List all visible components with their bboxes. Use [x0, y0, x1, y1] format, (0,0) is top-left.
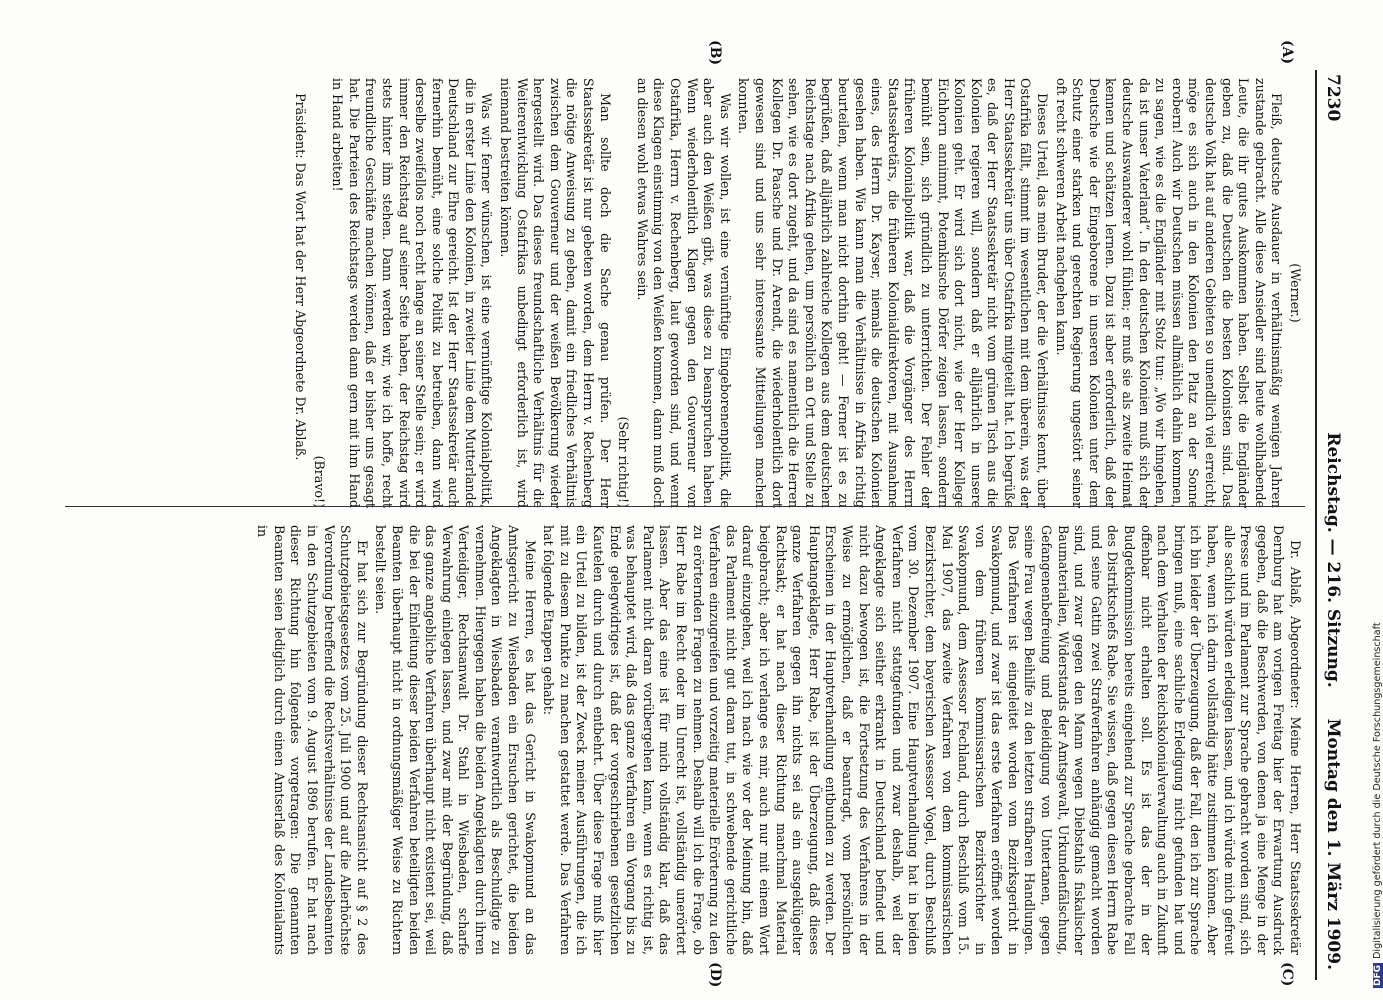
margin-mark-c: (C) [1279, 962, 1295, 987]
margin-mark-b: (B) [707, 40, 723, 66]
paragraph: Man sollte doch die Sache genau prüfen. Der Herr Staatssekretär ist nur gebeten worden, dem Herrn v. Rechenberg die nötige Anweisung zu geben, damit ein friedliches Verhältnis zwischen dem Gouverneur und der weißen Bevölkerung wieder hergestellt wird. Das dieses freundschaftliche Verhältnis für die Weiterentwicklung Ostafrikas unbedingt erforderlich ist, wird niemand bestreiten können. [498, 78, 613, 508]
paragraph: Dr. Ablaß, Abgeordneter: Meine Herren, Herr Staatssekretär Dernburg hat am vorigen Freitag hier der Erwartung Ausdruck gegeben, daß die Beschwerden, von denen ja eine Menge in der Presse und im Parlament zur Sprache gebracht worden sind, sich alle sachlich würden erledigen lassen, und ich würde mich gefreut haben, wenn ich darin vollständig hätte zustimmen können. Aber ich bin leider der Überzeugung, daß der Fall, den ich zur Sprache bringen muß, eine sachliche Erledigung nicht gefunden hat und nach dem Verhalten der Reichskolonialverwaltung auch in Zukunft offenbar nicht erhalten soll. Es ist das der in der Budgetkommission bereits eingehend zur Sprache gebrachte Fall des Distriktschefs Rabe. Sie wissen, daß gegen diesen Herrn Rabe und seine Gattin zwei Strafverfahren anhängig gemacht worden sind, und zwar gegen den Mann wegen Diebstahls fiskalischer Baumaterialien, Widerstands der Amtsgewalt, Urkundenfälschung, Gefangenenbefreiung und Beleidigung von Untertanen, gegen seine Frau wegen Beihilfe zu den letzten strafbaren Handlungen. Das Verfahren ist eingeleitet worden vom Bezirksgericht in Swakopmund, und zwar ist das erste Verfahren eröffnet worden von dem früheren kommissarischen Bezirksrichter in Swakopmund, dem Assessor Fechland, durch Beschluß vom 15. Mai 1907, das zweite Verfahren von dem kommissarischen Bezirksrichter, dem bayerischen Assessor Vogel, durch Beschluß vom 30. Dezember 1907. Eine Hauptverhandlung hat in beiden Verfahren nicht stattgefunden und zwar deshalb, weil der Angeklagte sich seither erkrankt in Deutschland befindet und nicht dazu bewogen ist, die Fortsetzung des Verfahrens in der Weise zu ermöglichen, daß er beantragt, vom persönlichen Erscheinen in der Hauptverhandlung entbunden zu werden. Der Hauptangeklagte, Herr Rabe, ist der Überzeugung, daß dieses ganze Verfahren gegen ihn nichts sei als ein ausgeklügelter Rachtsakt; er hat nach dieser Richtung manchmal Material beigebracht; aber ich verlange es mir, auch nur mit einem Wort darauf einzugehen, weil ich nach wie vor der Meinung bin, daß das Parlament nicht gut daran tut, in schwebende gerichtliche Verfahren einzugreifen und vorzeitig materielle Erörterung zu den zu erörternden Fragen zu nehmen. Deshalb will ich die Frage, ob Herr Rabe im Recht oder im Unrecht ist, vollständig unerörtert lassen. Aber das eine ist für mich vollständig klar, daß das Parlament nicht daran vorübergehen kann, wenn es richtig ist, was behauptet wird, daß das ganze Verfahren ein Vorgang bis zu Ende gelegwidriges ist, daß der vorgeschriebenen gesetzlichen Kautelen durch und durch entbehrt. Über diese Frage muß hier ein Urteil zu bilden, ist der Zweck meiner Ausführungen, die ich mit zu diesem Punkte zu machen gestattet werde. Das Verfahren hat folgende Etappen gehabt: [541, 525, 1303, 955]
header-rule [1315, 70, 1317, 980]
left-column [73, 78, 1303, 508]
page-title: Reichstag. — 216. Sitzung. [1323, 432, 1343, 688]
right-column [73, 525, 1303, 955]
credit-text: Digitalisierung gefördert durch die Deutsche Forschungsgemeinschaft [1372, 622, 1383, 959]
speaker-tag: (Werner.) [1288, 263, 1303, 323]
page-header [1309, 0, 1347, 1000]
column-divider [65, 506, 1305, 507]
digitization-credit [1368, 0, 1383, 1000]
paragraph: Er hat sich zur Begründung dieser Rechtsansicht auf § 2 des Schutzgebietsgesetzes vom 25. Juli 1900 und auf die Allerhöchste Verordnung betreffend die Rechtsverhältnisse der Landesbeamten in den Schutzgebieten vom 9. August 1896 berufen. Er hat nach dieser Richtung hin folgendes vorgetragen: Die genannten Beamten seien lediglich durch einen Amtserlaß des Kolonialamts in [255, 525, 370, 955]
margin-mark-a: (A) [1279, 40, 1295, 65]
paragraph: Dieses Urteil, das mein Bruder, der die Verhältnisse kennt, über Ostafrika fällt, stimmt im wesentlichen mit dem überein, was der Herr Staatssekretär uns über Ostafrika mitgeteilt hat. Ich begrüße es, daß der Herr Staatssekretär nicht vom grünen Tisch aus die Kolonien regieren will, sondern daß er alljährlich in unsere Kolonien geht. Er wird sich dort nicht, wie der Herr Kollege Eichhorn annimmt, Potemkinsche Dörfer zeigen lassen, sondern bemüht sein, sich gründlich zu unterrichten. Der Fehler der früheren Kolonialpolitik war, daß die Vorgänger des Herrn Staatssekretärs, die früheren Kolonialdirektoren, mit Ausnahme eines, des Herrn Dr. Kayser, niemals die deutschen Kolonien gesehen haben. Wie kann man die Verhältnisse in Afrika richtig beurteilen, wenn man nicht dorthin geht! — Ferner ist es zu begrüßen, daß alljährlich zahlreiche Kollegen aus dem deutschen Reichstage nach Afrika gehen, um persönlich an Ort und Stelle zu sehen, wie es dort zugeht, und da sind es namentlich die Herren Kollegen Dr. Paasche und Dr. Arendt, die wiederholentlich dort gewesen sind und uns sehr interessante Mitteilungen machen konnten. [736, 78, 1051, 508]
paragraph: Fleiß, deutsche Ausdauer in verhältnismäßig wenigen Jahren zustande gebracht. Alle diese Ansiedler sind heute wohlhabende Leute, die ihr gutes Auskommen haben. Selbst die Engländer geben zu, daß die Deutschen die besten Kolonisten sind. Das deutsche Volk hat auf anderen Gebieten so unendlich viel erreicht; möge es sich auch in den Kolonien den Platz an der Sonne erobern! Auch wir Deutschen müssen allmählich dahin kommen, zu sagen, wie es die Engländer mit Stolz tun: „Wo wir hingehen, da ist unser Vaterland“. In den deutschen Kolonien muß sich der deutsche Auswanderer wohl fühlen; er muß sie als zweite Heimat kennen und schätzen lernen. Dazu ist aber erforderlich, daß der Deutsche wie der Eingeborene in unseren Kolonien unter dem Schutz einer starken und gerechten Regierung ungestört seiner oft recht schweren Arbeit nachgehen kann. [1053, 78, 1285, 508]
dfg-logo-icon: DFG [1373, 964, 1383, 986]
session-date: Montag den 1. März 1909. [1323, 718, 1343, 970]
page-number: 7230 [1323, 74, 1343, 122]
paragraph: Meine Herren, es hat das Gericht in Swakopmund an das Amtsgericht zu Wiesbaden ein Ersuchen gerichtet, die beiden Angeklagten in Wiesbaden verantwortlich als Beschuldigte zu vernehmen. Hiergegen haben die beiden Angeklagten durch ihren Verteidiger, Rechtsanwalt Dr. Stahl in Wiesbaden, scharfe Verwahrung einlegen lassen, und zwar mit der Begründung, daß das ganze angebliche Verfahren überhaupt nicht existent sei, weil die bei der Einleitung dieser beiden Verfahren beteiligten beiden Beamten überhaupt nicht in ordnungsmäßiger Weise zu Richtern bestellt seien. [373, 525, 538, 955]
paragraph: Präsident: Das Wort hat der Herr Abgeordnete Dr. Ablaß. [292, 93, 308, 461]
interjection: (Bravo!) [311, 455, 327, 508]
paragraph: Was wir wollen, ist eine vernünftige Eingeborenenpolitik, die aber auch den Weißen gibt, was diese zu beanspruchen haben. Wenn wiederholentlich Klagen gegen den Gouverneur von Ostafrika, Herrn v. Rechenberg, laut geworden sind, und wenn diese Klagen einstimmig von den Weißen kommen, dann muß doch an diesen wohl etwas Wahres sein. [634, 78, 733, 508]
paragraph: Was wir ferner wünschen, ist eine vernünftige Kolonialpolitik, die in erster Linie den Kolonien, in zweiter Linie dem Mutterlande Deutschland zur Ehre gereicht. Ist der Herr Staatssekretär auch fernerhin bemüht, eine solche Politik zu betreiben, dann wird derselbe zweifellos noch recht lange an seiner Stelle sein; er wird immer den Reichstag auf seiner Seite haben, der Reichstag wird stets hinter ihm stehen. Dann werden wir, wie ich hoffe, recht freundliche Geschäfte machen können, daß er bisher uns gesagt hat. Die Parteien des Reichstags werden dann gern mit ihm Hand in Hand arbeiten! [330, 78, 495, 508]
credit-line [1372, 622, 1383, 988]
interjection: (Sehr richtig!) [616, 416, 632, 508]
margin-mark-d: (D) [707, 962, 723, 988]
